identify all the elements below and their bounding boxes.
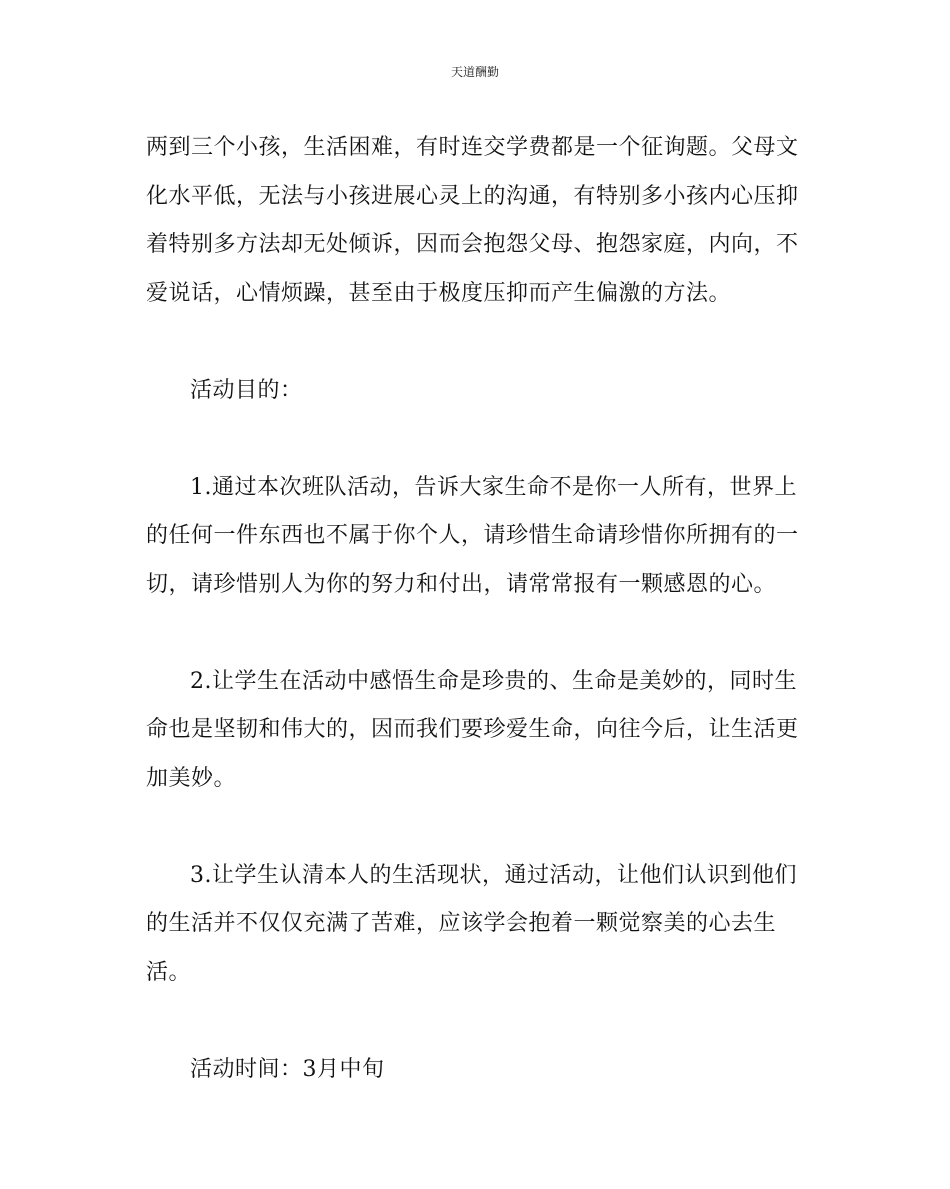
section-heading-goals: 活动目的： [190,377,303,403]
activity-time: 活动时间：3月中旬 [190,1056,385,1082]
goal-item-2: 2.让学生在活动中感悟生命是珍贵的、生命是美妙的，同时生命也是坚韧和伟大的，因而我们要珍爱生命，向往今后，让生活更加美妙。 [146,668,799,791]
document-body [146,124,814,1094]
goal-item-3: 3.让学生认清本人的生活现状，通过活动，让他们认识到他们的生活并不仅仅充满了苦难，应该学会抱着一颗觉察美的心去生活。 [146,862,797,985]
goal-item-1: 1.通过本次班队活动，告诉大家生命不是你一人所有，世界上的任何一件东西也不属于你个人，请珍惜生命请珍惜你所拥有的一切，请珍惜别人为你的努力和付出，请常常报有一颗感恩的心。 [146,474,799,597]
page-header: 天道酬勤 [450,65,499,79]
paragraph-intro: 两到三个小孩，生活困难，有时连交学费都是一个征询题。父母文化水平低，无法与小孩进展心灵上的沟通，有特别多小孩内心压抑着特别多方法却无处倾诉，因而会抱怨父母、抱怨家庭，内向，不爱说话，心情烦躁，甚至由于极度压抑而产生偏激的方法。 [146,135,799,306]
